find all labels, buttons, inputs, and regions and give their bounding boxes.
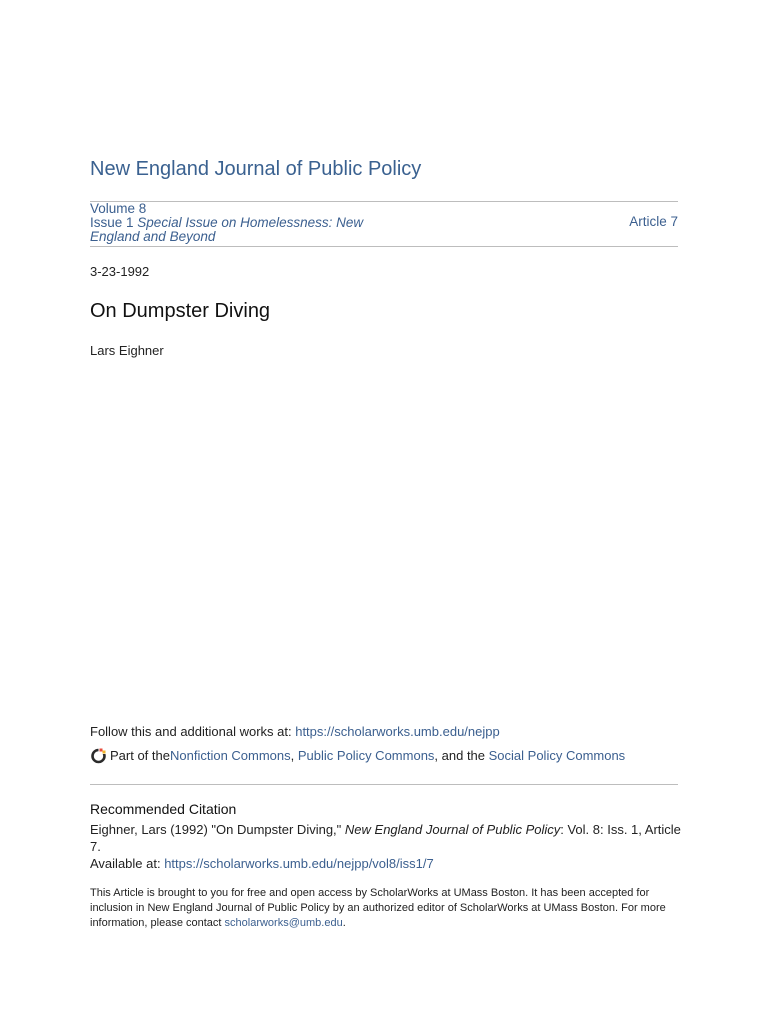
follow-line — [90, 724, 500, 739]
divider-citation — [90, 784, 678, 785]
citation-url-link[interactable]: https://scholarworks.umb.edu/nejpp/vol8/iss1/7 — [164, 856, 434, 871]
nonfiction-commons-link[interactable]: Nonfiction Commons — [169, 748, 291, 763]
available-at-label: Available at: — [90, 856, 165, 871]
citation-journal: New England Journal of Public Policy — [344, 822, 561, 837]
issue-link[interactable]: Issue 1 — [90, 215, 134, 230]
issue-title-link[interactable]: Special Issue on Homelessness: New England and Beyond — [90, 215, 364, 244]
footer-text: This Article is brought to you for free and open access by ScholarWorks at UMass Boston. It has been accepted for inclusion in New England Journal of Public Policy by an authorized editor of ScholarWorks at UMass Boston. For more information, please contact — [90, 887, 666, 929]
part-of-prefix: Part of the — [110, 748, 170, 763]
article-title: On Dumpster Diving — [90, 300, 271, 322]
recommended-citation-heading: Recommended Citation — [90, 801, 237, 817]
part-of-separator-1: , — [290, 748, 298, 763]
author-name: Lars Eighner — [90, 343, 164, 358]
social-policy-commons-link[interactable]: Social Policy Commons — [488, 748, 626, 763]
contact-email-link[interactable]: scholarworks@umb.edu — [224, 917, 343, 929]
publication-date: 3-23-1992 — [90, 264, 150, 279]
follow-text: Follow this and additional works at: — [90, 724, 296, 739]
public-policy-commons-link[interactable]: Public Policy Commons — [297, 748, 435, 763]
citation-text — [90, 821, 690, 872]
citation-part2: : Vol. 8: Iss. 1, Article 7. — [90, 822, 681, 854]
divider-bottom — [90, 246, 678, 247]
issue-info — [90, 202, 380, 244]
volume-link[interactable]: Volume 8 — [90, 201, 147, 216]
part-of-line — [90, 747, 625, 764]
part-of-separator-2: , and the — [434, 748, 489, 763]
issue-block — [90, 202, 678, 246]
citation-part1: Eighner, Lars (1992) "On Dumpster Diving," — [90, 822, 345, 837]
follow-url-link[interactable]: https://scholarworks.umb.edu/nejpp — [295, 724, 500, 739]
footer-note — [90, 886, 680, 931]
journal-title[interactable]: New England Journal of Public Policy — [90, 158, 422, 180]
article-number-link[interactable]: Article 7 — [629, 214, 678, 229]
bepress-commons-logo-icon — [90, 747, 107, 764]
footer-end: . — [342, 917, 346, 929]
